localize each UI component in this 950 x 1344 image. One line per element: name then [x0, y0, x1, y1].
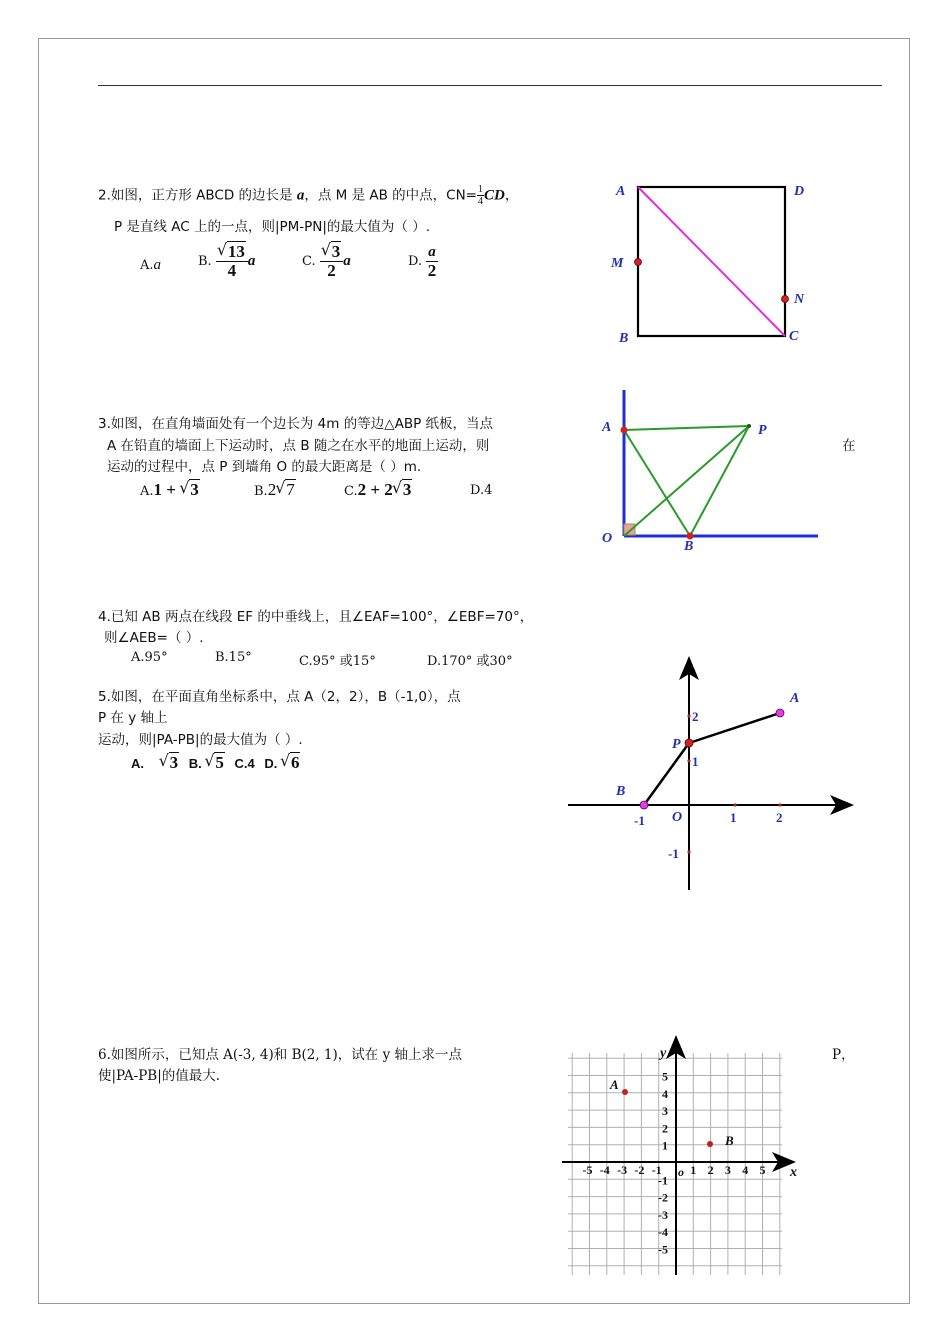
q2-frac-den: 4	[478, 196, 483, 207]
tick-label-y1: 1	[692, 754, 699, 769]
label-p: P	[672, 737, 681, 752]
q2-option-b	[198, 243, 255, 280]
q2-opt-d-frac	[426, 243, 438, 280]
point-a	[622, 1089, 628, 1095]
y-tick-label: 4	[662, 1086, 668, 1101]
q2-text-a: 2.如图，正方形 ABCD 的边长是	[98, 187, 297, 204]
q2-var-a: a	[296, 187, 305, 204]
y-tick-label: 3	[662, 1104, 668, 1119]
q3-option-d	[470, 483, 492, 498]
q5-opt-c: C.4	[234, 756, 255, 771]
tick-y2	[687, 714, 690, 717]
q2-line2: P 是直线 AC 上的一点，则|PM-PN|的最大值为（ ）.	[114, 219, 431, 235]
q5-line3: 运动，则|PA-PB|的最大值为（ ）.	[98, 732, 303, 748]
label-o: O	[672, 810, 683, 825]
q3-option-b	[254, 480, 296, 500]
label-y-axis: y	[660, 1046, 667, 1061]
q4-option-b: B.15°	[215, 650, 252, 665]
q3-opt-d-val: 4	[484, 483, 493, 498]
label-x-axis: x	[790, 1165, 797, 1180]
x-tick-label: 1	[690, 1163, 697, 1177]
q5-opt-a-label: A.	[131, 756, 144, 771]
q2-opt-c-frac	[320, 243, 344, 280]
q6-figure-grid	[560, 1035, 810, 1285]
q2-option-d	[408, 243, 438, 280]
q2-opt-b-num: 13	[227, 242, 245, 261]
q2-opt-c-den: 2	[327, 261, 336, 280]
label-a: A	[616, 184, 626, 199]
x-tick-label: 4	[742, 1163, 749, 1177]
side-ap	[624, 426, 749, 430]
point-a	[621, 427, 628, 434]
q3-line3: 运动的过程中，点 P 到墙角 O 的最大距离是（ ）m.	[107, 459, 422, 475]
tick-label-x2: 2	[776, 810, 783, 825]
segment-pa	[689, 713, 780, 743]
x-tick-label: -1	[651, 1163, 662, 1177]
tick-y1	[687, 759, 690, 762]
point-a	[776, 709, 784, 717]
x-tick-label: 5	[759, 1163, 766, 1177]
q2-opt-d-num: a	[428, 244, 436, 260]
q3-opt-c-label: C.	[344, 484, 358, 499]
y-tick-label: 5	[662, 1069, 668, 1084]
tick-x1	[733, 803, 736, 806]
y-tick-label: -3	[658, 1207, 668, 1222]
q2-line1	[98, 184, 518, 207]
q4-option-c: C.95° 或15°	[299, 654, 376, 669]
q2-text-b: ，点 M 是 AB 的中点，CN=	[304, 187, 477, 204]
point-m	[635, 259, 642, 266]
label-a: A	[602, 420, 612, 435]
label-m: M	[611, 256, 624, 271]
x-tick-label: -3	[617, 1163, 628, 1177]
point-b	[640, 801, 648, 809]
q3-opt-b-rad: 7	[286, 480, 295, 499]
y-tick-label: -4	[658, 1225, 668, 1240]
tick-label-ym1: -1	[668, 846, 679, 861]
label-d: D	[794, 184, 805, 199]
label-n: N	[794, 292, 805, 307]
tick-label-xm1: -1	[634, 813, 645, 828]
y-tick-label: -1	[658, 1173, 668, 1188]
q3-opt-a-label: A.	[140, 484, 154, 499]
q3-opt-b-pre: 2	[267, 480, 277, 499]
q2-opt-b-var: a	[247, 253, 256, 269]
q2-text-c: ，	[504, 187, 519, 204]
q2-opt-a-val: a	[153, 257, 162, 273]
label-p: P	[758, 423, 767, 438]
q3-opt-c-pre: 2 + 2	[357, 480, 393, 499]
x-tick-label: 2	[707, 1163, 714, 1177]
x-tick-label: -5	[582, 1163, 593, 1177]
label-b: B	[616, 784, 626, 799]
label-b: B	[684, 539, 694, 554]
q5-opt-b-label: B.	[188, 756, 202, 771]
q3-opt-b-label: B.	[254, 484, 268, 499]
q2-opt-d-den: 2	[427, 261, 437, 280]
q4-option-a: A.95°	[131, 650, 168, 665]
q3-stray-char: 在	[842, 438, 856, 454]
point-b	[707, 1141, 713, 1147]
label-origin: o	[678, 1165, 684, 1179]
q2-frac-num: 1	[478, 184, 483, 195]
q2-option-c	[302, 243, 351, 280]
q3-opt-a-pre: 1 +	[153, 480, 181, 499]
segment-op	[624, 426, 749, 536]
label-b: B	[725, 1133, 734, 1148]
q2-opt-c-num: 3	[331, 242, 341, 261]
y-tick-label: 1	[662, 1138, 668, 1153]
diagonal-ac	[638, 187, 785, 336]
q2-opt-b-den: 4	[227, 261, 237, 280]
q3-figure-wall	[596, 384, 826, 554]
label-c: C	[789, 329, 799, 344]
q2-opt-d-label: D.	[408, 254, 423, 269]
q6-line1: 6.如图所示，已知点 A(-3, 4)和 B(2, 1)，试在 y 轴上求一点	[98, 1047, 462, 1063]
point-p	[685, 739, 693, 747]
q2-figure-square	[600, 175, 830, 355]
q5-figure-coordinate	[560, 655, 860, 895]
q2-frac	[477, 184, 484, 207]
x-tick-label: -2	[634, 1163, 645, 1177]
q3-opt-d-label: D.	[470, 483, 485, 498]
side-ab	[624, 430, 690, 536]
y-tick-label: -5	[658, 1242, 668, 1257]
header-rule	[98, 85, 882, 86]
q6-line2: 使|PA-PB|的值最大.	[98, 1068, 221, 1084]
q3-line1: 3.如图，在直角墙面处有一个边长为 4m 的等边△ABP 纸板，当点	[98, 416, 494, 432]
q2-opt-b-frac	[216, 243, 248, 280]
q5-options	[131, 753, 300, 773]
label-a: A	[610, 1077, 619, 1092]
tick-label-y2: 2	[692, 709, 699, 724]
q5-line2: P 在 y 轴上	[98, 710, 168, 726]
label-o: O	[602, 531, 613, 546]
q2-opt-b-label: B.	[198, 254, 212, 269]
point-n	[782, 296, 789, 303]
side-bp	[690, 426, 749, 536]
label-b: B	[619, 331, 629, 346]
q5-opt-b-rad: 5	[215, 753, 224, 772]
q5-opt-d-label: D.	[264, 756, 278, 771]
segment-bp	[644, 743, 689, 805]
q2-option-a	[140, 257, 161, 274]
tick-label-x1: 1	[730, 810, 737, 825]
q6-stray-p: P，	[832, 1047, 855, 1063]
q3-line2: A 在铅直的墙面上下运动时，点 B 随之在水平的地面上运动，则	[107, 438, 490, 454]
point-p	[747, 424, 751, 428]
q3-opt-a-rad: 3	[190, 480, 199, 499]
x-tick-label: -4	[599, 1163, 610, 1177]
q4-line1: 4.已知 AB 两点在线段 EF 的中垂线上，且∠EAF=100°，∠EBF=70°，	[98, 609, 534, 625]
x-tick-label: 3	[724, 1163, 731, 1177]
y-tick-label: -2	[658, 1190, 668, 1205]
y-tick-label: 2	[662, 1121, 668, 1136]
q4-line2: 则∠AEB=（ ）.	[104, 630, 204, 646]
tick-ym1	[687, 850, 690, 853]
q2-cd: CD	[484, 187, 505, 204]
label-a: A	[790, 691, 800, 706]
q2-opt-c-var: a	[343, 253, 351, 269]
q5-opt-d-rad: 6	[290, 753, 300, 772]
q2-opt-c-label: C.	[302, 254, 316, 269]
q3-opt-c-rad: 3	[402, 480, 412, 499]
tick-x2	[778, 803, 781, 806]
q4-option-d: D.170° 或30°	[427, 654, 513, 669]
q3-option-c	[344, 480, 412, 500]
q3-option-a	[140, 480, 200, 500]
q5-opt-a-rad: 3	[169, 753, 179, 772]
q5-line1: 5.如图，在平面直角坐标系中，点 A（2，2），B（-1,0），点	[98, 689, 461, 705]
q2-opt-a-label: A.	[140, 258, 154, 273]
